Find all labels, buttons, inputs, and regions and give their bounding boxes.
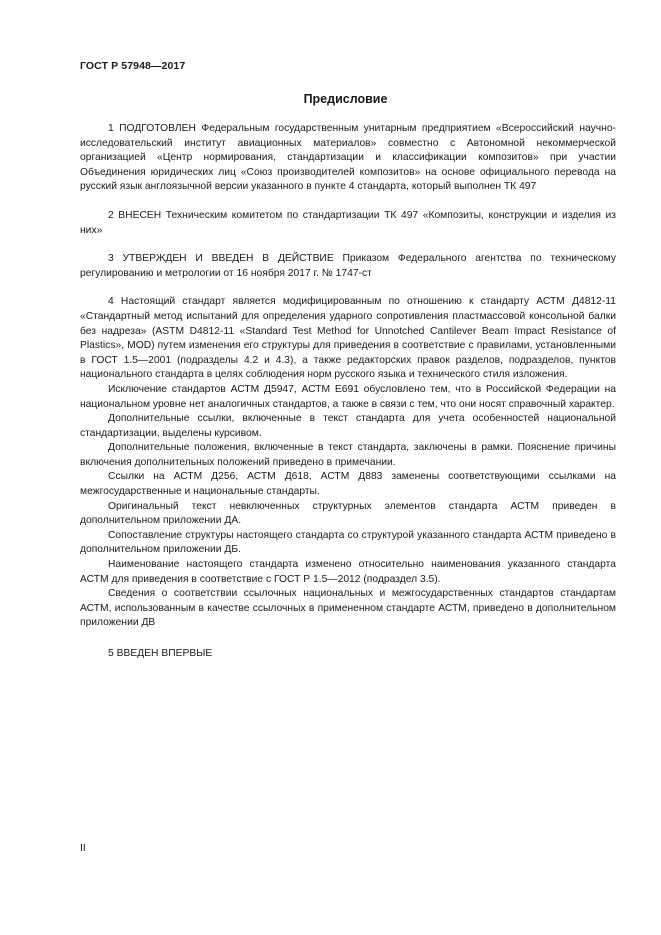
foreword-body xyxy=(80,122,616,662)
paragraph-original-text: Оригинальный текст невключенных структурных элементов стандарта АСТМ приведен в дополнительном приложении ДА. xyxy=(80,500,616,527)
paragraph-additional-provisions: Дополнительные положения, включенные в текст стандарта, заключены в рамки. Пояснение причины включения дополнительных положений приведено в примечании. xyxy=(80,442,616,468)
paragraph-conformity-info: Сведения о соответствии ссылочных национальных и межгосударственных стандартов стандартам АСТМ, использованным в качестве ссылочных в примененном стандарте АСТМ, приведено в дополнительном приложении ДВ xyxy=(80,588,616,629)
paragraph-item-1: 1 ПОДГОТОВЛЕН Федеральным государственным унитарным предприятием «Всероссийский научно-исследовательский институт авиационных материалов» совместно с Автономной некоммерческой организацией «Центр нормирования, стандартизации и классификации композитов» при участии Объединения юридических лиц «Союз производителей композитов» на основе официального перевода на русский язык англоязычной версии указанного в пункте 4 стандарта, который выполнен ТК 497 xyxy=(80,123,616,193)
paragraph-structure-comparison: Сопоставление структуры настоящего стандарта со структурой указанного стандарта АСТМ приведено в дополнительном приложении ДБ. xyxy=(80,529,616,556)
standard-code: ГОСТ Р 57948—2017 xyxy=(80,60,186,72)
paragraph-item-4: 4 Настоящий стандарт является модифицированным по отношению к стандарту АСТМ Д4812-11 «Стандартный метод испытаний для определения ударного сопротивления пластмассовой консольной балки без надреза» (ASTM D4812-11 «Standard Test Method for Unnotched Cantilever Beam Impact Resistance of Plastics», MOD) путем изменения его структуры для приведения в соответствие с правилами, установленными в ГОСТ 1.5—2001 (подразделы 4.2 и 4.3), а также редакторских правок разделов, подразделов, пунктов национального стандарта в целях соблюдения норм русского языка и технического стиля изложения. xyxy=(80,296,616,381)
paragraph-name-change: Наименование настоящего стандарта изменено относительно наименования указанного стандарта АСТМ для приведения в соответствие с ГОСТ Р 1.5—2012 (подраздел 3.5). xyxy=(80,559,616,585)
paragraph-item-5: 5 ВВЕДЕН ВПЕРВЫЕ xyxy=(108,648,213,659)
paragraph-replaced-refs: Ссылки на АСТМ Д256, АСТМ Д618, АСТМ Д883 заменены соответствующими ссылками на межгосударственные и национальные стандарты. xyxy=(80,471,616,498)
page-title: Предисловие xyxy=(303,92,388,106)
paragraph-item-2: 2 ВНЕСЕН Техническим комитетом по стандартизации ТК 497 «Композиты, конструкции и изделия из них» xyxy=(80,209,616,236)
paragraph-item-3: 3 УТВЕРЖДЕН И ВВЕДЕН В ДЕЙСТВИЕ Приказом Федерального агентства по техническому регулированию и метрологии от 16 ноября 2017 г. № 1747-ст xyxy=(80,253,616,279)
page-number: II xyxy=(80,842,86,854)
paragraph-exclusion: Исключение стандартов АСТМ Д5947, АСТМ Е691 обусловлено тем, что в Российской Федерации на национальном уровне нет аналогичных стандартов, а также в связи с тем, что они носят справочный характер. xyxy=(80,383,616,410)
paragraph-additional-refs: Дополнительные ссылки, включенные в текст стандарта для учета особенностей национальной стандартизации, выделены курсивом. xyxy=(80,413,616,439)
